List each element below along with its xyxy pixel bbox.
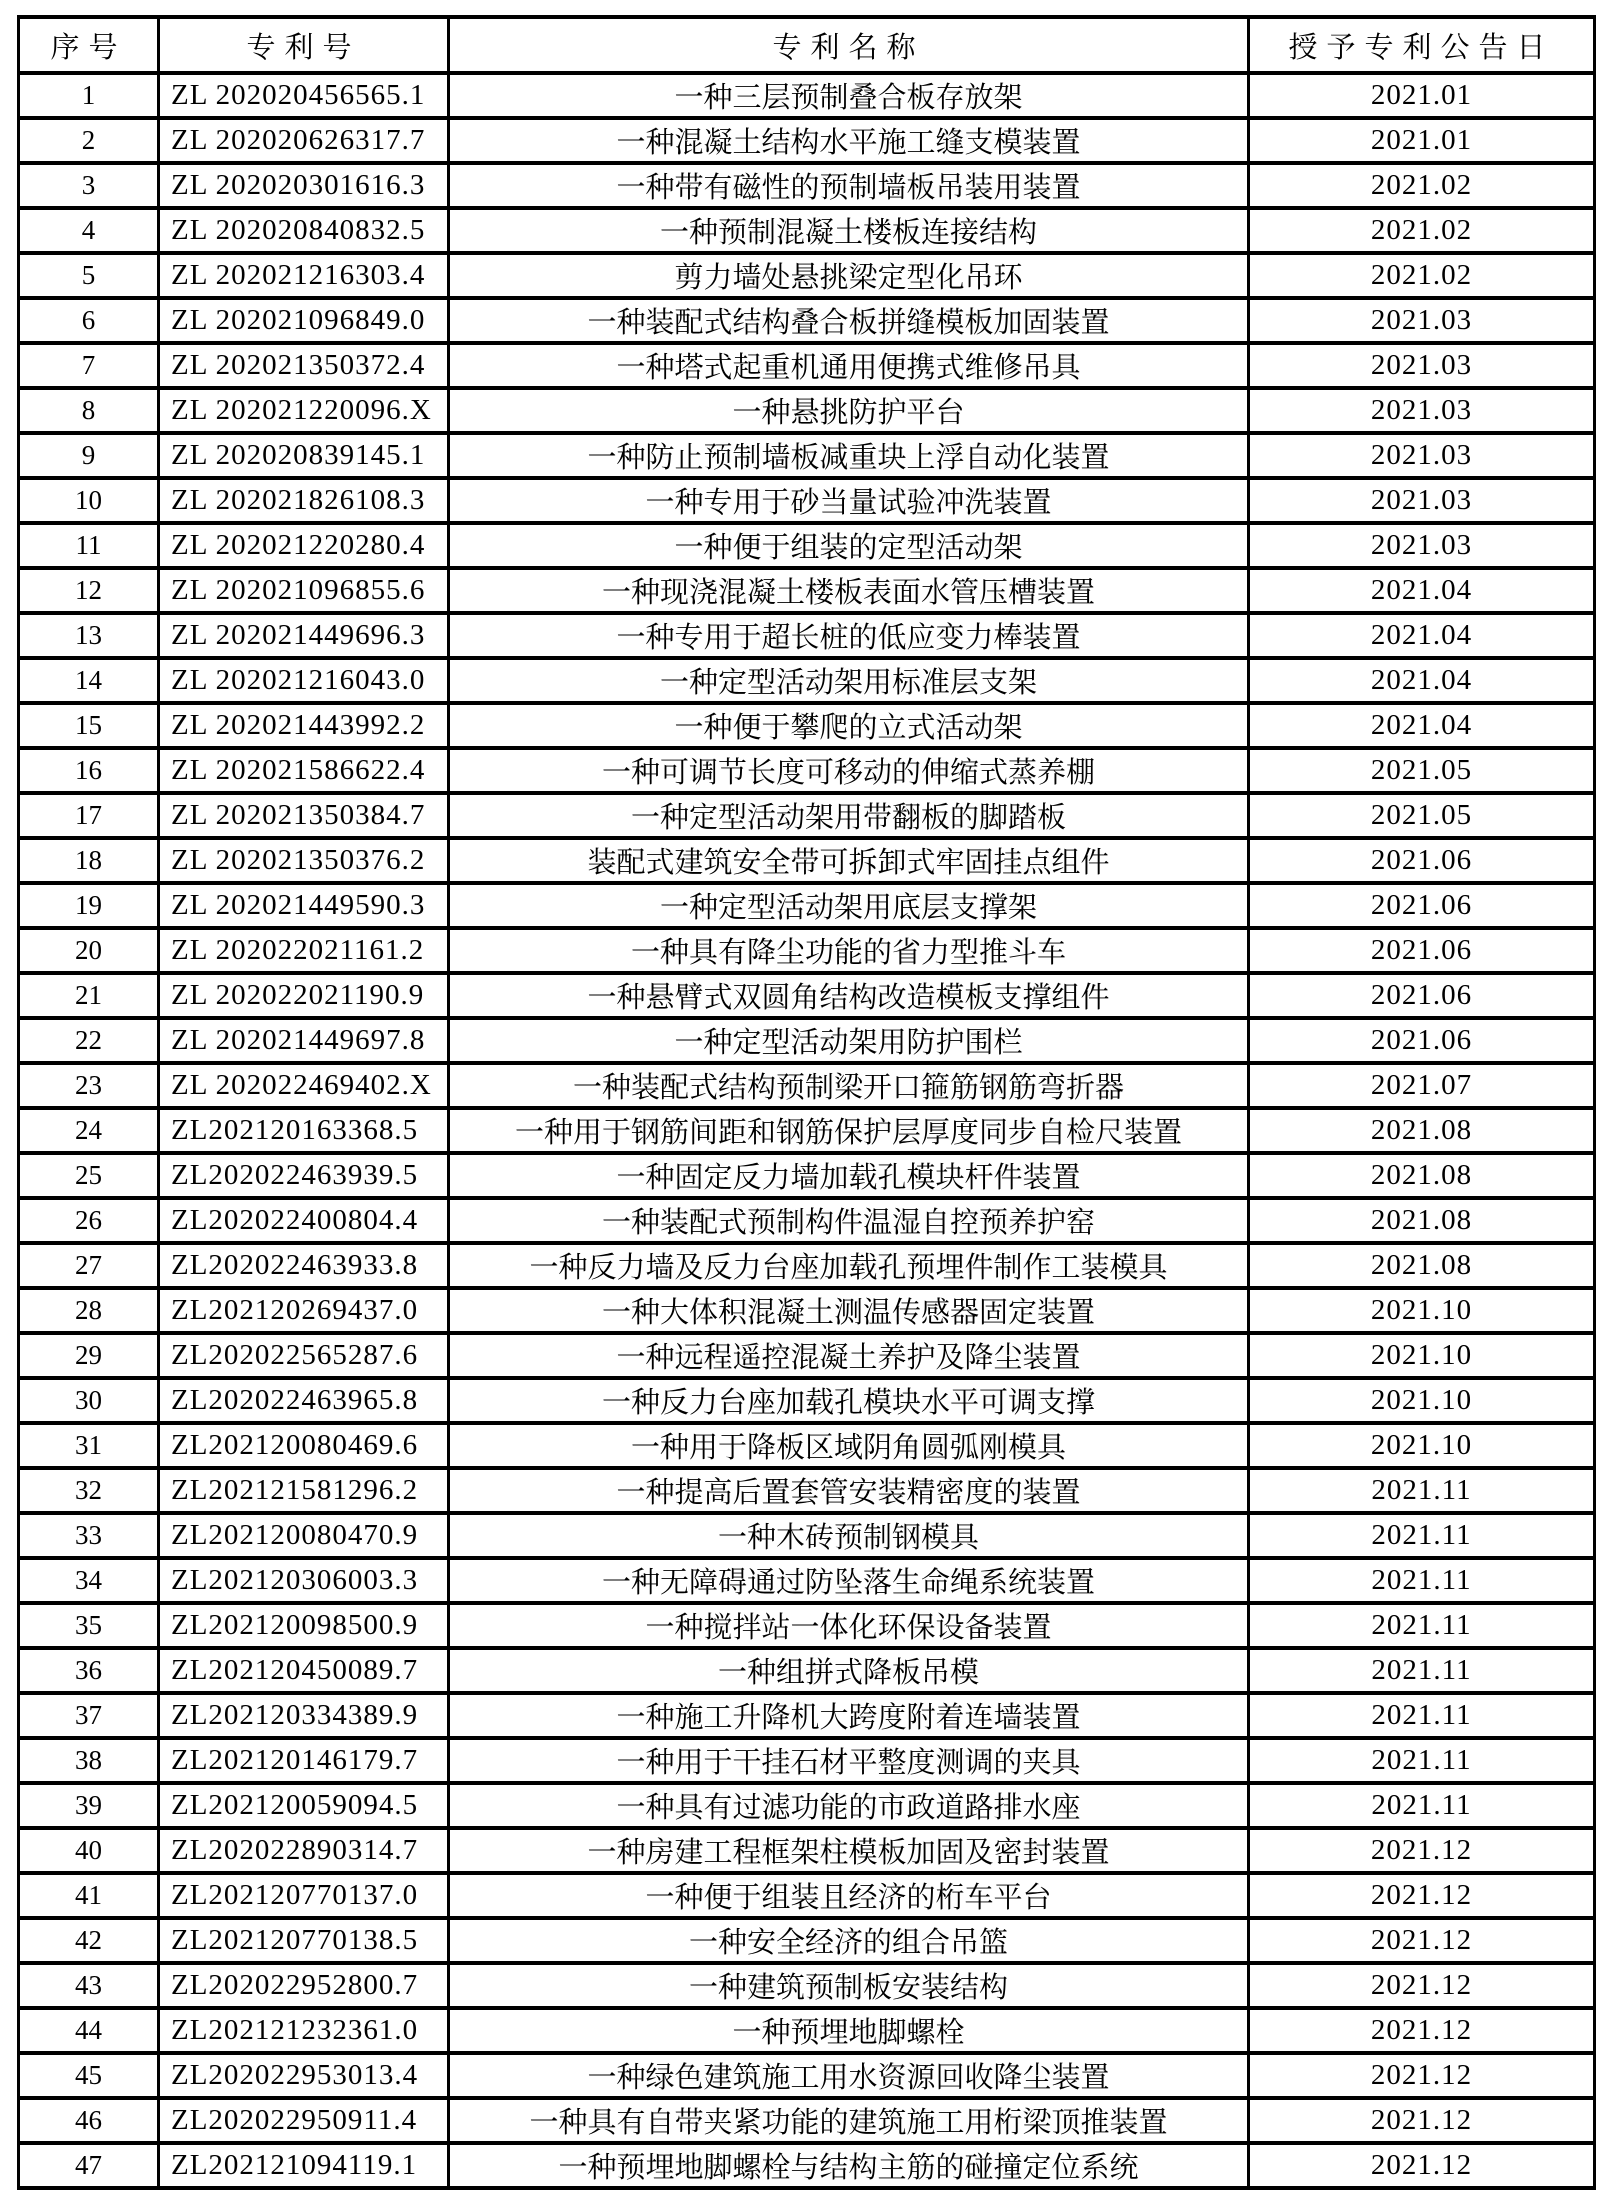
cell-patent-title: 一种组拼式降板吊模 <box>449 1648 1249 1693</box>
cell-grant-date: 2021.05 <box>1249 793 1595 838</box>
col-header-grant-date: 授予专利公告日 <box>1249 17 1595 73</box>
cell-patent-title: 一种便于组装且经济的桁车平台 <box>449 1873 1249 1918</box>
cell-patent-no: ZL 202020301616.3 <box>159 163 449 208</box>
cell-grant-date: 2021.03 <box>1249 523 1595 568</box>
cell-index: 3 <box>19 163 159 208</box>
cell-patent-no: ZL 202021449696.3 <box>159 613 449 658</box>
cell-index: 45 <box>19 2053 159 2098</box>
table-row <box>19 1108 1595 1153</box>
cell-patent-title: 一种建筑预制板安装结构 <box>449 1963 1249 2008</box>
cell-patent-title: 一种定型活动架用带翻板的脚踏板 <box>449 793 1249 838</box>
cell-index: 36 <box>19 1648 159 1693</box>
cell-grant-date: 2021.02 <box>1249 163 1595 208</box>
cell-index: 27 <box>19 1243 159 1288</box>
table-row <box>19 433 1595 478</box>
cell-index: 19 <box>19 883 159 928</box>
table-row <box>19 1468 1595 1513</box>
cell-index: 28 <box>19 1288 159 1333</box>
table-row <box>19 1153 1595 1198</box>
cell-patent-no: ZL202022463939.5 <box>159 1153 449 1198</box>
table-row <box>19 73 1595 118</box>
cell-grant-date: 2021.01 <box>1249 73 1595 118</box>
cell-index: 8 <box>19 388 159 433</box>
cell-patent-title: 一种装配式预制构件温湿自控预养护窑 <box>449 1198 1249 1243</box>
table-row <box>19 2143 1595 2188</box>
table-row <box>19 658 1595 703</box>
cell-grant-date: 2021.03 <box>1249 388 1595 433</box>
cell-patent-no: ZL202022400804.4 <box>159 1198 449 1243</box>
cell-grant-date: 2021.12 <box>1249 1828 1595 1873</box>
cell-patent-title: 装配式建筑安全带可拆卸式牢固挂点组件 <box>449 838 1249 883</box>
cell-patent-no: ZL202120080469.6 <box>159 1423 449 1468</box>
cell-index: 1 <box>19 73 159 118</box>
cell-patent-title: 一种用于干挂石材平整度测调的夹具 <box>449 1738 1249 1783</box>
cell-index: 10 <box>19 478 159 523</box>
cell-grant-date: 2021.08 <box>1249 1108 1595 1153</box>
table-row <box>19 523 1595 568</box>
table-row <box>19 208 1595 253</box>
cell-patent-title: 一种预埋地脚螺栓与结构主筋的碰撞定位系统 <box>449 2143 1249 2188</box>
table-row <box>19 793 1595 838</box>
cell-patent-title: 一种远程遥控混凝土养护及降尘装置 <box>449 1333 1249 1378</box>
cell-patent-title: 一种定型活动架用标准层支架 <box>449 658 1249 703</box>
cell-index: 42 <box>19 1918 159 1963</box>
col-header-patent-no: 专利号 <box>159 17 449 73</box>
cell-patent-no: ZL202120334389.9 <box>159 1693 449 1738</box>
cell-patent-no: ZL202022952800.7 <box>159 1963 449 2008</box>
cell-grant-date: 2021.06 <box>1249 838 1595 883</box>
table-row <box>19 1918 1595 1963</box>
cell-patent-title: 一种反力台座加载孔模块水平可调支撑 <box>449 1378 1249 1423</box>
cell-grant-date: 2021.07 <box>1249 1063 1595 1108</box>
cell-index: 16 <box>19 748 159 793</box>
cell-patent-no: ZL202121094119.1 <box>159 2143 449 2188</box>
cell-patent-title: 一种便于组装的定型活动架 <box>449 523 1249 568</box>
table-row <box>19 1558 1595 1603</box>
table-row <box>19 1288 1595 1333</box>
cell-patent-no: ZL202120770138.5 <box>159 1918 449 1963</box>
table-row <box>19 253 1595 298</box>
table-row <box>19 1423 1595 1468</box>
patent-table <box>17 15 1596 2190</box>
cell-index: 24 <box>19 1108 159 1153</box>
cell-grant-date: 2021.06 <box>1249 883 1595 928</box>
cell-patent-no: ZL 202020626317.7 <box>159 118 449 163</box>
cell-patent-no: ZL 202021216303.4 <box>159 253 449 298</box>
table-row <box>19 568 1595 613</box>
cell-grant-date: 2021.08 <box>1249 1153 1595 1198</box>
table-row <box>19 1738 1595 1783</box>
cell-patent-title: 一种房建工程框架柱模板加固及密封装置 <box>449 1828 1249 1873</box>
cell-grant-date: 2021.02 <box>1249 208 1595 253</box>
cell-patent-title: 一种三层预制叠合板存放架 <box>449 73 1249 118</box>
cell-patent-no: ZL202120163368.5 <box>159 1108 449 1153</box>
cell-patent-title: 一种施工升降机大跨度附着连墙装置 <box>449 1693 1249 1738</box>
cell-grant-date: 2021.12 <box>1249 2098 1595 2143</box>
cell-grant-date: 2021.04 <box>1249 568 1595 613</box>
cell-patent-title: 一种具有过滤功能的市政道路排水座 <box>449 1783 1249 1828</box>
cell-grant-date: 2021.04 <box>1249 703 1595 748</box>
cell-index: 22 <box>19 1018 159 1063</box>
cell-patent-no: ZL202120146179.7 <box>159 1738 449 1783</box>
cell-patent-no: ZL 202021586622.4 <box>159 748 449 793</box>
cell-index: 17 <box>19 793 159 838</box>
cell-grant-date: 2021.06 <box>1249 1018 1595 1063</box>
cell-grant-date: 2021.11 <box>1249 1738 1595 1783</box>
cell-patent-no: ZL202120450089.7 <box>159 1648 449 1693</box>
cell-patent-no: ZL 202022021161.2 <box>159 928 449 973</box>
table-row <box>19 973 1595 1018</box>
cell-patent-title: 一种具有自带夹紧功能的建筑施工用桁梁顶推装置 <box>449 2098 1249 2143</box>
cell-patent-no: ZL202120770137.0 <box>159 1873 449 1918</box>
cell-patent-title: 一种预制混凝土楼板连接结构 <box>449 208 1249 253</box>
cell-index: 25 <box>19 1153 159 1198</box>
table-row <box>19 1378 1595 1423</box>
table-row <box>19 1603 1595 1648</box>
cell-patent-no: ZL 202021443992.2 <box>159 703 449 748</box>
cell-index: 32 <box>19 1468 159 1513</box>
table-row <box>19 1783 1595 1828</box>
cell-patent-no: ZL202121581296.2 <box>159 1468 449 1513</box>
cell-patent-no: ZL202120306003.3 <box>159 1558 449 1603</box>
cell-patent-no: ZL202120059094.5 <box>159 1783 449 1828</box>
cell-index: 12 <box>19 568 159 613</box>
table-row <box>19 1513 1595 1558</box>
cell-grant-date: 2021.10 <box>1249 1333 1595 1378</box>
cell-index: 37 <box>19 1693 159 1738</box>
cell-grant-date: 2021.03 <box>1249 433 1595 478</box>
table-row <box>19 748 1595 793</box>
cell-index: 21 <box>19 973 159 1018</box>
cell-index: 7 <box>19 343 159 388</box>
table-row <box>19 928 1595 973</box>
cell-patent-title: 一种安全经济的组合吊篮 <box>449 1918 1249 1963</box>
cell-index: 40 <box>19 1828 159 1873</box>
table-row <box>19 2098 1595 2143</box>
cell-patent-no: ZL202120269437.0 <box>159 1288 449 1333</box>
table-row <box>19 298 1595 343</box>
cell-patent-title: 一种防止预制墙板减重块上浮自动化装置 <box>449 433 1249 478</box>
cell-patent-no: ZL202022565287.6 <box>159 1333 449 1378</box>
cell-index: 43 <box>19 1963 159 2008</box>
cell-patent-title: 一种大体积混凝土测温传感器固定装置 <box>449 1288 1249 1333</box>
table-row <box>19 703 1595 748</box>
cell-grant-date: 2021.03 <box>1249 478 1595 523</box>
cell-patent-title: 一种无障碍通过防坠落生命绳系统装置 <box>449 1558 1249 1603</box>
table-row <box>19 343 1595 388</box>
cell-patent-title: 一种带有磁性的预制墙板吊装用装置 <box>449 163 1249 208</box>
cell-index: 47 <box>19 2143 159 2188</box>
cell-patent-no: ZL202022463933.8 <box>159 1243 449 1288</box>
cell-patent-title: 一种现浇混凝土楼板表面水管压槽装置 <box>449 568 1249 613</box>
table-row <box>19 1693 1595 1738</box>
cell-patent-title: 一种塔式起重机通用便携式维修吊具 <box>449 343 1249 388</box>
cell-patent-no: ZL 202021449590.3 <box>159 883 449 928</box>
cell-grant-date: 2021.08 <box>1249 1243 1595 1288</box>
cell-index: 44 <box>19 2008 159 2053</box>
table-row <box>19 1648 1595 1693</box>
cell-index: 18 <box>19 838 159 883</box>
cell-index: 46 <box>19 2098 159 2143</box>
table-row <box>19 2053 1595 2098</box>
cell-grant-date: 2021.10 <box>1249 1288 1595 1333</box>
table-row <box>19 478 1595 523</box>
cell-patent-title: 一种定型活动架用防护围栏 <box>449 1018 1249 1063</box>
cell-index: 31 <box>19 1423 159 1468</box>
cell-grant-date: 2021.05 <box>1249 748 1595 793</box>
cell-patent-no: ZL 202022469402.X <box>159 1063 449 1108</box>
cell-patent-title: 一种预埋地脚螺栓 <box>449 2008 1249 2053</box>
cell-grant-date: 2021.01 <box>1249 118 1595 163</box>
table-row <box>19 1963 1595 2008</box>
col-header-patent-title: 专利名称 <box>449 17 1249 73</box>
table-row <box>19 1828 1595 1873</box>
cell-index: 5 <box>19 253 159 298</box>
cell-grant-date: 2021.10 <box>1249 1378 1595 1423</box>
col-header-index: 序号 <box>19 17 159 73</box>
cell-patent-title: 一种悬挑防护平台 <box>449 388 1249 433</box>
cell-grant-date: 2021.06 <box>1249 928 1595 973</box>
cell-index: 34 <box>19 1558 159 1603</box>
cell-index: 33 <box>19 1513 159 1558</box>
cell-patent-title: 一种定型活动架用底层支撑架 <box>449 883 1249 928</box>
cell-patent-title: 一种反力墙及反力台座加载孔预埋件制作工装模具 <box>449 1243 1249 1288</box>
table-row <box>19 1333 1595 1378</box>
cell-patent-no: ZL202022953013.4 <box>159 2053 449 2098</box>
cell-index: 30 <box>19 1378 159 1423</box>
cell-grant-date: 2021.10 <box>1249 1423 1595 1468</box>
cell-grant-date: 2021.11 <box>1249 1693 1595 1738</box>
cell-patent-title: 一种可调节长度可移动的伸缩式蒸养棚 <box>449 748 1249 793</box>
cell-grant-date: 2021.12 <box>1249 2008 1595 2053</box>
cell-patent-no: ZL 202022021190.9 <box>159 973 449 1018</box>
cell-patent-no: ZL 202021216043.0 <box>159 658 449 703</box>
cell-patent-no: ZL202121232361.0 <box>159 2008 449 2053</box>
cell-patent-no: ZL 202021350376.2 <box>159 838 449 883</box>
cell-index: 26 <box>19 1198 159 1243</box>
cell-patent-title: 一种装配式结构叠合板拼缝模板加固装置 <box>449 298 1249 343</box>
cell-grant-date: 2021.11 <box>1249 1603 1595 1648</box>
table-row <box>19 2008 1595 2053</box>
cell-patent-no: ZL 202021350372.4 <box>159 343 449 388</box>
cell-grant-date: 2021.11 <box>1249 1468 1595 1513</box>
cell-index: 9 <box>19 433 159 478</box>
cell-grant-date: 2021.11 <box>1249 1558 1595 1603</box>
cell-grant-date: 2021.11 <box>1249 1783 1595 1828</box>
cell-patent-title: 一种专用于超长桩的低应变力棒装置 <box>449 613 1249 658</box>
cell-index: 14 <box>19 658 159 703</box>
table-row <box>19 1243 1595 1288</box>
cell-patent-title: 一种绿色建筑施工用水资源回收降尘装置 <box>449 2053 1249 2098</box>
cell-index: 20 <box>19 928 159 973</box>
cell-patent-no: ZL202120098500.9 <box>159 1603 449 1648</box>
cell-index: 35 <box>19 1603 159 1648</box>
cell-patent-title: 一种装配式结构预制梁开口箍筋钢筋弯折器 <box>449 1063 1249 1108</box>
table-body <box>19 73 1595 2188</box>
cell-patent-title: 一种悬臂式双圆角结构改造模板支撑组件 <box>449 973 1249 1018</box>
table-row <box>19 163 1595 208</box>
cell-patent-no: ZL 202021220280.4 <box>159 523 449 568</box>
table-row <box>19 1063 1595 1108</box>
cell-patent-no: ZL 202020839145.1 <box>159 433 449 478</box>
table-row <box>19 1873 1595 1918</box>
cell-patent-no: ZL 202021350384.7 <box>159 793 449 838</box>
table-row <box>19 1198 1595 1243</box>
cell-patent-no: ZL202022950911.4 <box>159 2098 449 2143</box>
cell-patent-title: 一种用于降板区域阴角圆弧刚模具 <box>449 1423 1249 1468</box>
cell-patent-no: ZL 202021220096.X <box>159 388 449 433</box>
cell-patent-no: ZL 202020840832.5 <box>159 208 449 253</box>
cell-patent-title: 一种专用于砂当量试验冲洗装置 <box>449 478 1249 523</box>
header-row <box>19 17 1595 73</box>
cell-grant-date: 2021.03 <box>1249 343 1595 388</box>
table-row <box>19 388 1595 433</box>
cell-index: 13 <box>19 613 159 658</box>
cell-patent-title: 一种固定反力墙加载孔模块杆件装置 <box>449 1153 1249 1198</box>
cell-index: 29 <box>19 1333 159 1378</box>
cell-patent-no: ZL202022463965.8 <box>159 1378 449 1423</box>
cell-patent-no: ZL 202021826108.3 <box>159 478 449 523</box>
cell-grant-date: 2021.11 <box>1249 1648 1595 1693</box>
cell-patent-title: 一种提高后置套管安装精密度的装置 <box>449 1468 1249 1513</box>
cell-index: 39 <box>19 1783 159 1828</box>
cell-patent-title: 一种便于攀爬的立式活动架 <box>449 703 1249 748</box>
cell-index: 38 <box>19 1738 159 1783</box>
cell-patent-no: ZL 202020456565.1 <box>159 73 449 118</box>
table-row <box>19 883 1595 928</box>
cell-grant-date: 2021.12 <box>1249 1963 1595 2008</box>
cell-index: 4 <box>19 208 159 253</box>
table-row <box>19 838 1595 883</box>
cell-index: 41 <box>19 1873 159 1918</box>
cell-grant-date: 2021.12 <box>1249 2143 1595 2188</box>
cell-grant-date: 2021.11 <box>1249 1513 1595 1558</box>
cell-grant-date: 2021.12 <box>1249 2053 1595 2098</box>
cell-grant-date: 2021.08 <box>1249 1198 1595 1243</box>
cell-patent-no: ZL 202021449697.8 <box>159 1018 449 1063</box>
cell-grant-date: 2021.04 <box>1249 613 1595 658</box>
cell-patent-title: 一种混凝土结构水平施工缝支模装置 <box>449 118 1249 163</box>
table-row <box>19 118 1595 163</box>
cell-grant-date: 2021.06 <box>1249 973 1595 1018</box>
cell-patent-title: 一种木砖预制钢模具 <box>449 1513 1249 1558</box>
cell-patent-title: 一种搅拌站一体化环保设备装置 <box>449 1603 1249 1648</box>
cell-grant-date: 2021.03 <box>1249 298 1595 343</box>
table-row <box>19 613 1595 658</box>
cell-patent-no: ZL 202021096849.0 <box>159 298 449 343</box>
cell-index: 15 <box>19 703 159 748</box>
cell-patent-no: ZL202022890314.7 <box>159 1828 449 1873</box>
cell-patent-no: ZL202120080470.9 <box>159 1513 449 1558</box>
cell-patent-no: ZL 202021096855.6 <box>159 568 449 613</box>
cell-index: 2 <box>19 118 159 163</box>
cell-patent-title: 剪力墙处悬挑梁定型化吊环 <box>449 253 1249 298</box>
cell-grant-date: 2021.04 <box>1249 658 1595 703</box>
cell-index: 11 <box>19 523 159 568</box>
table-row <box>19 1018 1595 1063</box>
cell-grant-date: 2021.02 <box>1249 253 1595 298</box>
cell-grant-date: 2021.12 <box>1249 1873 1595 1918</box>
cell-index: 6 <box>19 298 159 343</box>
cell-grant-date: 2021.12 <box>1249 1918 1595 1963</box>
cell-patent-title: 一种具有降尘功能的省力型推斗车 <box>449 928 1249 973</box>
cell-patent-title: 一种用于钢筋间距和钢筋保护层厚度同步自检尺装置 <box>449 1108 1249 1153</box>
cell-index: 23 <box>19 1063 159 1108</box>
